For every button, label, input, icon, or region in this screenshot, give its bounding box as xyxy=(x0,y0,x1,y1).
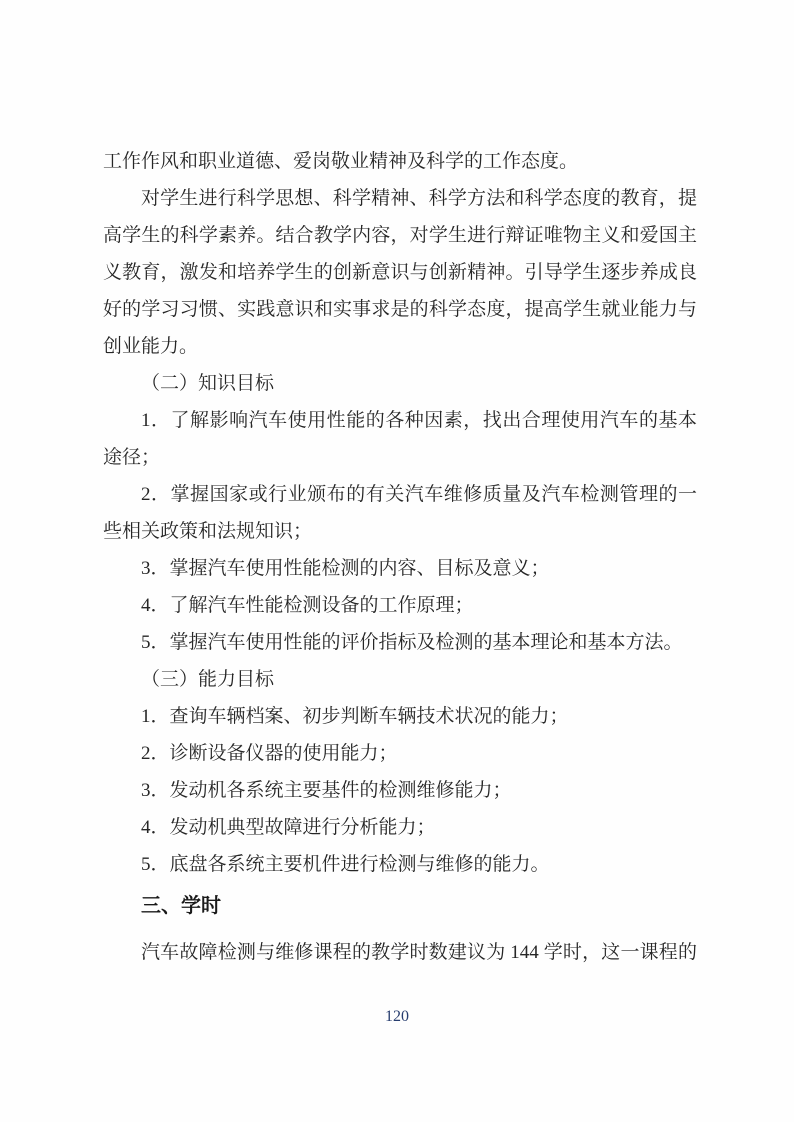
text-line: （二）知识目标 xyxy=(141,373,275,394)
text-line: 途径； xyxy=(103,447,161,468)
text-line: 4．了解汽车性能检测设备的工作原理； xyxy=(141,595,474,616)
text-line: 对学生进行科学思想、科学精神、科学方法和科学态度的教育，提 xyxy=(141,188,697,209)
section-heading: 三、学时 xyxy=(141,895,221,917)
text-line: 5．掌握汽车使用性能的评价指标及检测的基本理论和基本方法。 xyxy=(141,632,683,653)
text-line: 3．掌握汽车使用性能检测的内容、目标及意义； xyxy=(141,558,550,579)
text-line: 汽车故障检测与维修课程的教学时数建议为 144 学时，这一课程的 xyxy=(141,942,697,963)
page-number: 120 xyxy=(385,1008,409,1025)
text-line: 2．掌握国家或行业颁布的有关汽车维修质量及汽车检测管理的一 xyxy=(141,484,697,505)
text-line: 4．发动机典型故障进行分析能力； xyxy=(141,817,436,838)
document-body xyxy=(103,143,697,971)
text-line: 1．查询车辆档案、初步判断车辆技术状况的能力； xyxy=(141,706,569,727)
text-line: 高学生的科学素养。结合教学内容，对学生进行辩证唯物主义和爱国主 xyxy=(103,225,697,246)
text-line: 好的学习习惯、实践意识和实事求是的科学态度，提高学生就业能力与 xyxy=(103,299,697,320)
text-line: 义教育，激发和培养学生的创新意识与创新精神。引导学生逐步养成良 xyxy=(103,262,697,283)
page-footer xyxy=(0,1008,794,1026)
text-line: 创业能力。 xyxy=(103,336,199,357)
text-line: 2．诊断设备仪器的使用能力； xyxy=(141,743,398,764)
text-line: 些相关政策和法规知识； xyxy=(103,521,313,542)
text-line: 工作作风和职业道德、爱岗敬业精神及科学的工作态度。 xyxy=(103,151,579,172)
text-line: （三）能力目标 xyxy=(141,669,275,690)
text-line: 5．底盘各系统主要机件进行检测与维修的能力。 xyxy=(141,854,550,875)
text-line: 1．了解影响汽车使用性能的各种因素，找出合理使用汽车的基本 xyxy=(141,410,697,431)
text-line: 3．发动机各系统主要基件的检测维修能力； xyxy=(141,780,512,801)
